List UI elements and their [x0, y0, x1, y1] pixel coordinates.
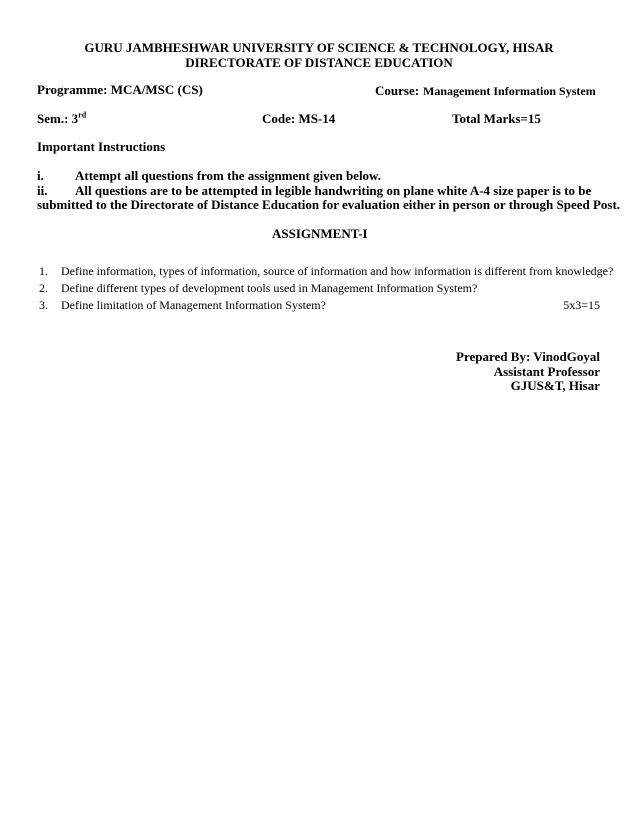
question-2 [39, 281, 477, 296]
course-value: Management Information System [423, 84, 596, 98]
question-number: 2. [39, 281, 48, 295]
prepared-designation: Assistant Professor [493, 364, 600, 379]
question-text: Define information, types of information, source of information and how information is different from knowledge? [61, 264, 614, 278]
instruction-num-1: i. [37, 168, 44, 183]
total-marks: Total Marks=15 [452, 111, 541, 126]
semester-superscript: rd [78, 110, 87, 120]
course-line [375, 82, 596, 100]
question-number: 3. [39, 298, 48, 312]
semester-label [37, 111, 86, 127]
question-number: 1. [39, 264, 48, 278]
prepared-by: Prepared By: VinodGoyal [456, 349, 600, 364]
assignment-title: ASSIGNMENT-I [272, 226, 368, 241]
instruction-continuation: submitted to the Directorate of Distance Education for evaluation either in person or through Speed Post. [37, 197, 621, 212]
question-3 [39, 298, 326, 313]
course-code: Code: MS-14 [262, 111, 336, 126]
instruction-text-1: Attempt all questions from the assignment given below. [75, 168, 381, 183]
university-title: GURU JAMBHESHWAR UNIVERSITY OF SCIENCE & TECHNOLOGY, HISAR [84, 40, 554, 55]
question-text: Define limitation of Management Information System? [61, 298, 326, 312]
programme-label: Programme: MCA/MSC (CS) [37, 82, 203, 97]
question-text: Define different types of development tools used in Management Information System? [61, 281, 478, 295]
marks-scheme: 5x3=15 [563, 298, 600, 312]
semester-text: Sem.: 3 [37, 111, 79, 126]
question-1 [39, 264, 613, 279]
instructions-heading: Important Instructions [37, 139, 166, 154]
directorate-title: DIRECTORATE OF DISTANCE EDUCATION [185, 55, 453, 70]
instruction-num-2: ii. [37, 183, 48, 198]
course-label: Course: [375, 83, 420, 98]
prepared-institution: GJUS&T, Hisar [510, 378, 600, 393]
instruction-text-2: All questions are to be attempted in legible handwriting on plane white A-4 size paper is to be [75, 183, 592, 198]
